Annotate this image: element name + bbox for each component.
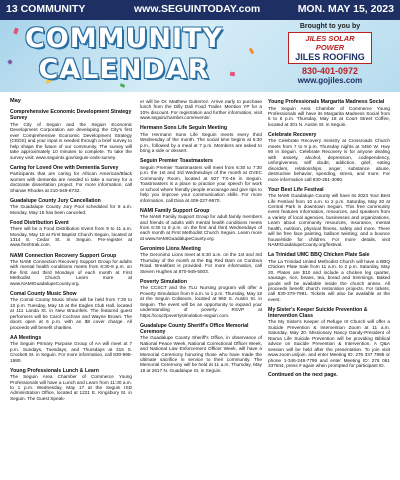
sponsor-phone: 830-401-0972	[301, 66, 359, 76]
confetti-icon	[249, 48, 255, 55]
issue-date: MON. MAY 15, 2023	[297, 3, 394, 15]
event-title: Caring for Loved One with Dementia Survey	[10, 164, 119, 171]
calendar-event	[268, 99, 390, 127]
banner-title-line1: COMMUNITY	[24, 23, 224, 54]
event-description: The Seguin Area Chamber of Commerce Young Professionals will have its Margarita Madness Social from 5 to 6 p.m. Thursday, May 18 at Court Street Coffee, located at 301 N. Austin St. in Seguin.	[268, 105, 390, 127]
banner-title-line2: CALENDAR	[38, 54, 210, 85]
calendar-event	[10, 198, 132, 215]
event-description: The Hermann Sons Life Seguin meets every third Wednesday of the month. The social time begins at 6:30 p.m., followed by a meal at 7 p.m. Members are asked to bring a side or dessert.	[140, 131, 262, 154]
calendar-event	[268, 132, 390, 182]
calendar-event	[140, 246, 262, 274]
event-title: Food Distribution Event	[10, 219, 69, 226]
continued-note: Continued on the next page.	[268, 372, 338, 379]
calendar-event	[268, 187, 390, 248]
event-description: The NAMI Family Support Group for adult family members and friends of adults with mental health conditions meets from 6:30 to 8 p.m. on the first and third Wednesdays of each month at First Methodist Church Seguin. Learn more at www.NAMIGuadalupeCounty.org.	[140, 214, 262, 241]
event-description: The Comal County Music Show will be held from 7:30 to 10 p.m. Tuesday, May 16 at the Eagles Club Hall, located at 111 Landa St. in New Braunfels. The featured guest performers will be Carol Cochran and Wayne Brown. The doors open at 6 p.m. with an $8 cover charge. All proceeds will benefit charities.	[10, 297, 132, 330]
sponsor-name-roofing: JILES ROOFING	[295, 52, 365, 62]
event-description: The Seguin Area Chamber of Commerce Young Professionals will have a Lunch and Learn from 11:30 a.m. to 1 p.m. Wednesday, May 17 at the Seguin ISD Administration Office, located at 1221 E. Kingsbury St. in Seguin. The Guest Speak-	[10, 374, 132, 401]
event-title: La Trinidad UMC BBQ Chicken Plate Sale	[268, 252, 370, 259]
confetti-icon	[7, 59, 13, 65]
event-title: Seguin Premier Toastmasters	[140, 158, 213, 165]
calendar-event	[10, 253, 132, 287]
event-description: There will be a Food Distribution Event from 9 to 11 a.m. Monday, May 15 at First Baptist Church Seguin, located at 1314 E. Cedar St. in Seguin. Pre-register at www.freshtrak.com.	[10, 226, 132, 248]
calendar-event	[10, 220, 132, 248]
event-description: Participants that are caring for African American/Black women with dementia are needed to take a survey for a doctorate dissertation project. For more information, call Shanae Rhodes at 210-549-8732.	[10, 171, 132, 193]
calendar-event	[140, 323, 262, 374]
header-bar	[0, 0, 400, 20]
event-title: Poverty Simulation	[140, 278, 187, 285]
sponsor-website-link[interactable]: www.gojiles.com	[297, 76, 363, 85]
event-description: er will be Dr. Matthew Gutierrez. Arrive early to purchase lunch from the Dilly Dali Food Trailer. Mention YP for a 10% discount. For registration and further information, visit www.seguinchamber.com/events/.	[140, 99, 262, 121]
page-section-label: 13 COMMUNITY	[6, 3, 86, 15]
confetti-icon	[230, 72, 236, 77]
calendar-event	[140, 125, 262, 153]
calendar-event	[268, 307, 390, 369]
calendar-event	[10, 165, 132, 193]
calendar-event	[10, 335, 132, 363]
event-description: The Celebrate Recovery ministry at Crossroads Church meets from 7 to 9 p.m. Thursday nights at 3450 W. Hwy 90 in Seguin. Celebrate Recovery is for anyone dealing with anxiety, alcohol, depression, codependency, unforgiveness, self doubt, addiction, grief, eating disorders, relationships, anger, substance abuse, destructive behavior, spending, stress, and more. For more information call 830-251-3080.	[268, 138, 390, 182]
event-title: NAMI Connection Recovery Support Group	[10, 252, 117, 259]
calendar-column-2	[140, 99, 262, 378]
event-description: The NAMI Connection Recovery Support Group for adults with mental health conditions meets from 6:30-8 p.m. on the first and third Mondays of each month at First Methodist Church. Learn more at www.NAMIGuadalupeCounty.org.	[10, 259, 132, 286]
confetti-icon	[13, 27, 19, 34]
event-description: The My Sister's Keeper of Refuge III Church will offer a Suicide Prevention & Intervention Zoom at 11 a.m. Saturday, May 20. Missionary Nancy Dandy-President of Ntuma Life Suicide Prevention will be providing Biblical advice on Suicide Prevention & Intervention. A Q&A session will be held after the presentation. To join visit www.zoom.us/join. and enter Meeting ID: 276 337 7995 or phone 1-346-248-7799 and enter Meeting ID: 276 061 337844, press # again when prompted for participant ID.	[268, 319, 390, 369]
calendar-event	[140, 158, 262, 203]
event-title: AA Meetings	[10, 334, 42, 341]
event-title: Guadalupe County Sheriff's Office Memorial Ceremony	[140, 322, 249, 335]
calendar-event	[10, 291, 132, 330]
calendar-event	[10, 368, 132, 402]
event-title: Your Best Life Festival	[268, 186, 324, 193]
event-description: Seguin Premier Toastmasters will meet from 6:30 to 7:30 p.m. the 1st and 3rd Wednesdays of the month at GVEC Community Room, located at 927 TX-46 in Seguin. Toastmasters is a place to practice your speech for work or school where friendly people encourage and give tips to help you improve your communication skills. For more information, call Dina at 409-227-9670.	[140, 164, 262, 203]
event-description: The CCSCT and the TLU Nursing program will offer a Poverty Simulation from 9 a.m. to 1 p.m. Thursday, May 18 at the Seguin Coliseum, located at 950 S. Austin St. in Seguin. The event will be an opportunity to expand your understanding of poverty. RSVP at https://ccsct/povertysimulation-seguin.com.	[140, 285, 263, 318]
event-description: The La Trinidad United Methodist Church will have a BBQ Chicken Plate Sale from 11 a.m. to 2 p.m. Saturday, May 20. Plates are $10 and include a chicken leg quarter, sausage, rice, beans, tea, bread and trimmings. Baked goods will be available inside the church annex. All proceeds benefit church restoration projects. For tickets, call 830-379-7991. Tickets will also be available at the event.	[268, 258, 390, 302]
event-description: The City of Seguin and the Seguin Economic Development Corporation are developing the City's first ever Comprehensive Economic Development Strategy (CEDS) and your input is needed through a brief survey to help shape the future of our community. The survey will take approximately 10 minutes to complete. To take the survey visit: www.seguintx.gov/seguin-ceds-survey.	[10, 121, 132, 160]
event-title: Geronimo Lions Meeting	[140, 245, 201, 252]
event-description: The Guadalupe County Jury Pool scheduled for 8 a.m. Monday, May 15 has been canceled.	[10, 204, 132, 215]
calendar-column-3	[268, 99, 390, 379]
event-description: The Guadalupe County Sheriff's Office, in observance of National Peace Week, National Correctional Officer Week, and National Law Enforcement Officer Week, will have a Memorial Ceremony honoring those who have made the ultimate sacrifice in service to their community. The Memorial Ceremony will be held at 11 a.m. Thursday, May 18 at 2617 N. Guadalupe St. in Seguin.	[140, 335, 262, 373]
event-description: The Geronimo Lions meet at 6:30 a.m. on the 1st and 3rd Thursday of the month at the Big Red Barn on Cordova Road. Breakfast is provided. For more information, call Steven Hughes at 870-949-5003.	[140, 252, 262, 274]
event-description: The NAMI Guadalupe County will have its 2023 Your Best Life Festival from 10 a.m. to 2 p.m. Saturday, May 20 at Central Park in downtown Seguin. This free community event features information, resources, and speakers from a variety of local agencies, businesses and organizations. Learn about community resources, insurance, mental health, nutrition, physical fitness, safety and more. There will be free face painting, balloon twisting, and a bounce house/slide for children. For more details, visit NAMIGuadalupeCounty.org/festival.	[268, 193, 390, 248]
sponsor-intro: Brought to you by	[299, 23, 361, 30]
sponsor-logo	[288, 32, 372, 64]
event-title: Guadalupe County Jury Cancellation	[10, 197, 101, 204]
sponsor-name-solar: JILES SOLAR POWER	[305, 34, 355, 52]
event-title: Comprehensive Economic Development Strategy Survey	[10, 109, 132, 122]
calendar-column-1	[10, 99, 132, 406]
month-heading: May	[10, 98, 21, 104]
calendar-event	[140, 99, 262, 121]
sponsor-block	[268, 22, 392, 92]
event-title: My Sister's Keeper Suicide Prevention & Intervention Class	[268, 306, 368, 319]
event-title: Celebrate Recovery	[268, 131, 317, 138]
calendar-event	[10, 109, 132, 160]
site-url-link[interactable]: www.SEGUINTODAY.com	[134, 3, 261, 15]
event-title: Young Professionals Lunch & Learn	[10, 367, 99, 374]
calendar-event	[140, 279, 262, 318]
calendar-event	[140, 208, 262, 242]
event-title: Young Professionals Margarita Madness Social	[268, 99, 385, 105]
event-description: The Seguin Primary Purpose Group of AA will meet at 7 p.m. Sundays, Tuesdays, and Thursdays at 315 S. Crockett St. in Seguin. For more information, call 830-995-1980.	[10, 341, 132, 363]
calendar-event	[268, 252, 390, 302]
event-title: NAMI Family Support Group	[140, 207, 210, 214]
event-title: Comal County Music Show	[10, 290, 77, 297]
event-title: Hermann Sons Life Seguin Meeting	[140, 125, 228, 132]
